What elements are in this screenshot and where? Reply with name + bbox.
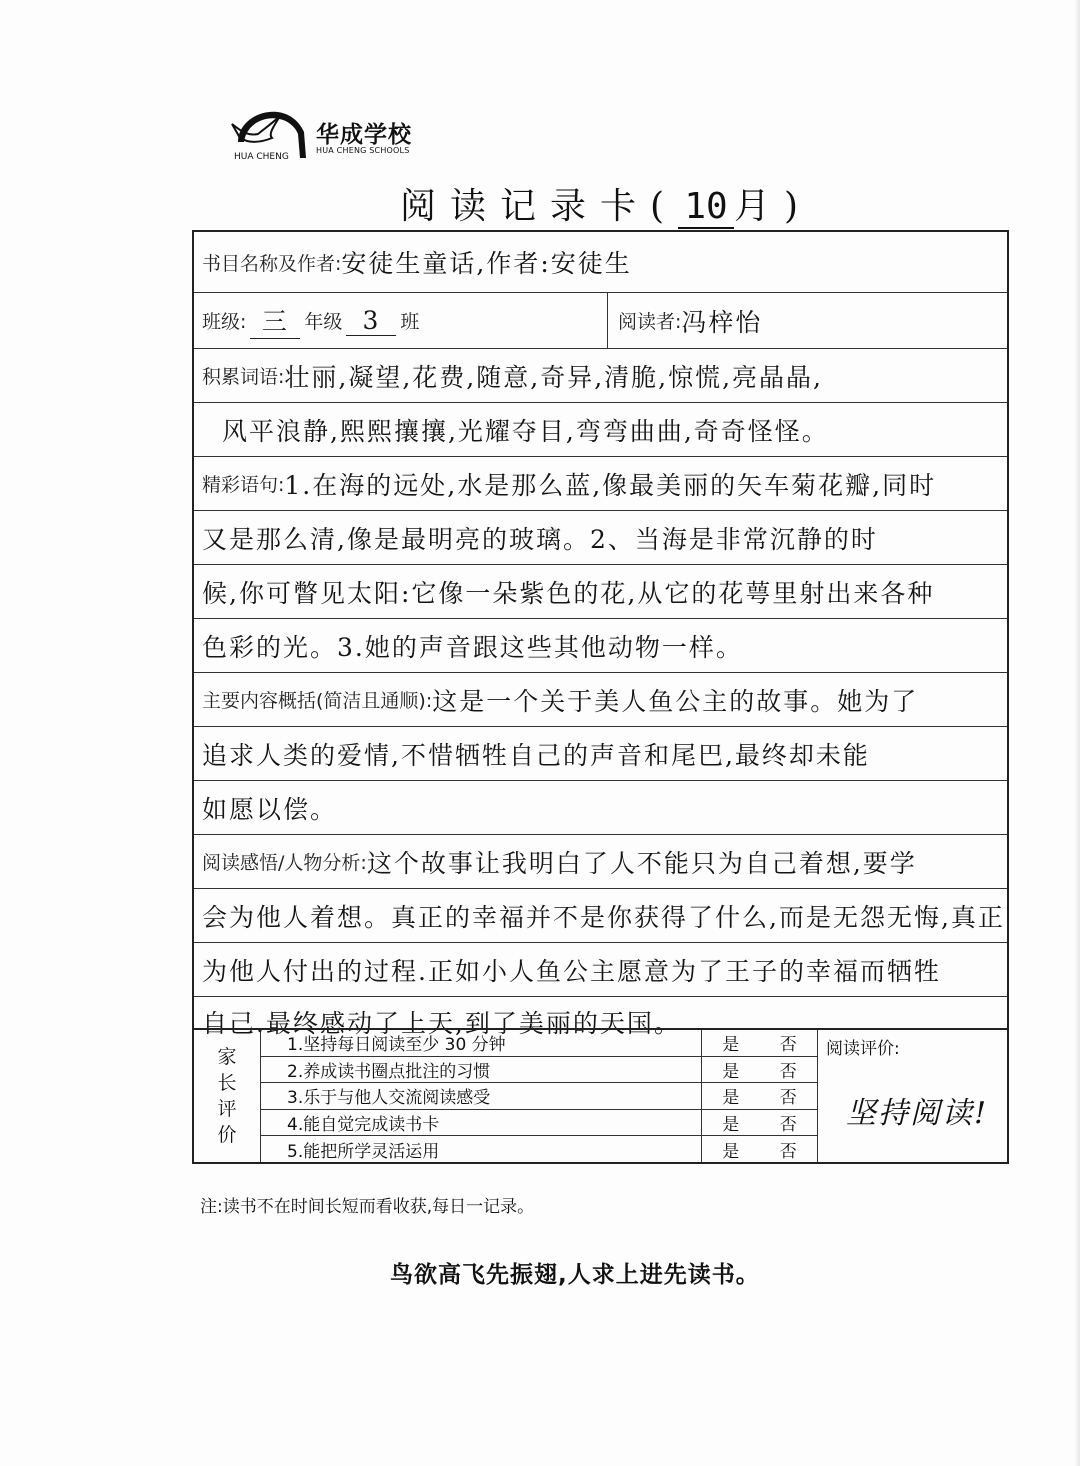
- no-option[interactable]: 否: [779, 1061, 797, 1082]
- reflection-label: 阅读感悟/人物分析:: [202, 852, 367, 874]
- scan-edge-shadow: [1074, 0, 1080, 1466]
- reading-evaluation-value: 坚持阅读!: [846, 1096, 989, 1131]
- no-option[interactable]: 否: [779, 1088, 797, 1109]
- reader-cell: [608, 293, 1007, 348]
- vocabulary-line: [194, 403, 1007, 456]
- reader-label: 阅读者:: [618, 311, 682, 333]
- reflection-text: 会为他人着想。真正的幸福并不是你获得了什么,而是无怨无悔,真正: [202, 902, 1005, 932]
- reflection-section: [194, 835, 1007, 1047]
- sentences-text: 又是那么清,像是最明亮的玻璃。2、当海是非常沉静的时: [202, 524, 878, 554]
- yes-option[interactable]: 是: [722, 1141, 740, 1162]
- title-month: 10: [678, 186, 734, 229]
- class-row: [194, 293, 1007, 349]
- header-char: 家: [217, 1046, 237, 1068]
- yes-option[interactable]: 是: [722, 1115, 740, 1136]
- yes-no-row: [702, 1057, 817, 1084]
- eval-item: 2.养成读书圈点批注的习惯: [261, 1057, 701, 1084]
- sentences-text: 候,你可瞥见太阳:它像一朵紫色的花,从它的花萼里射出来各种: [202, 578, 935, 608]
- summary-label: 主要内容概括(简洁且通顺):: [202, 690, 433, 712]
- eval-item: 4.能自觉完成读书卡: [261, 1110, 701, 1137]
- yes-no-column: [702, 1030, 818, 1162]
- motto: 鸟欲高飞先振翅,人求上进先读书。: [390, 1262, 760, 1288]
- reader-name: 冯梓怡: [681, 307, 763, 337]
- yes-option[interactable]: 是: [722, 1088, 740, 1109]
- eval-item: 3.乐于与他人交流阅读感受: [261, 1083, 701, 1110]
- page-title: [400, 178, 812, 229]
- reading-evaluation-cell: [818, 1030, 1007, 1162]
- reflection-text: 这个故事让我明白了人不能只为自己着想,要学: [366, 848, 917, 878]
- header-char: 评: [217, 1098, 237, 1120]
- title-prefix: 阅读记录卡(: [400, 186, 679, 227]
- yes-no-row: [702, 1110, 817, 1137]
- reading-evaluation-label: 阅读评价:: [826, 1039, 900, 1059]
- vocabulary-line: [194, 349, 1007, 403]
- summary-text: 这是一个关于美人鱼公主的故事。她为了: [432, 686, 919, 716]
- sentences-label: 精彩语句:: [202, 474, 285, 496]
- no-option[interactable]: 否: [779, 1035, 797, 1056]
- reflection-text: 自己.最终感动了上天,到了美丽的天国。: [202, 1009, 681, 1038]
- grade-value: 三: [250, 302, 300, 339]
- eval-item: 5.能把所学灵活运用: [287, 1141, 440, 1162]
- class-suffix-label: 班: [400, 311, 420, 333]
- summary-text: 如愿以偿。: [202, 794, 338, 824]
- vocabulary-label: 积累词语:: [202, 366, 285, 388]
- book-label: 书目名称及作者:: [202, 252, 342, 275]
- class-number: 3: [346, 306, 396, 336]
- yes-no-row: [702, 1083, 817, 1110]
- logo-text: HUA CHENG: [234, 152, 289, 162]
- sentences-section: [194, 457, 1007, 673]
- summary-line: [194, 781, 1007, 834]
- footnote: 注:读书不在时间长短而看收获,每日一记录。: [200, 1197, 535, 1217]
- sentences-text: 色彩的光。3.她的声音跟这些其他动物一样。: [202, 632, 743, 662]
- sentences-line: [194, 511, 1007, 565]
- eval-item: 1.坚持每日阅读至少 30 分钟: [261, 1030, 701, 1057]
- vocabulary-text: 壮丽,凝望,花费,随意,奇异,清脆,惊慌,亮晶晶,: [284, 362, 823, 392]
- school-name-en: HUA CHENG SCHOOLS: [316, 146, 410, 155]
- class-cell: [194, 293, 608, 348]
- parent-eval-items: [261, 1030, 702, 1162]
- header-char: 长: [217, 1072, 237, 1094]
- yes-no-row: [702, 1136, 817, 1162]
- reflection-line: [194, 943, 1007, 997]
- summary-section: [194, 673, 1007, 835]
- no-option[interactable]: 否: [779, 1115, 797, 1136]
- parent-eval-header: [194, 1030, 261, 1162]
- parent-evaluation-table: [192, 1028, 1009, 1164]
- summary-line: [194, 727, 1007, 781]
- class-label: 班级:: [202, 311, 247, 333]
- sentences-line: [194, 457, 1007, 511]
- yes-option[interactable]: 是: [722, 1035, 740, 1056]
- reflection-text: 为他人付出的过程.正如小人鱼公主愿意为了王子的幸福而牺牲: [202, 956, 941, 986]
- book-row: [194, 232, 1007, 293]
- school-name-cn: 华成学校: [316, 122, 412, 148]
- reading-record-table: [192, 230, 1009, 1047]
- reflection-line: [194, 835, 1007, 889]
- book-value: 安徒生童话,作者:安徒生: [341, 249, 632, 278]
- sentences-line: [194, 619, 1007, 672]
- sentences-text: 1.在海的远处,水是那么蓝,像最美丽的矢车菊花瓣,同时: [284, 470, 937, 500]
- summary-line: [194, 673, 1007, 727]
- vocabulary-section: [194, 349, 1007, 457]
- vocabulary-text: 风平浪静,熙熙攘攘,光耀夺目,弯弯曲曲,奇奇怪怪。: [222, 416, 829, 446]
- summary-text: 追求人类的爱情,不惜牺牲自己的声音和尾巴,最终却未能: [202, 740, 870, 770]
- grade-label: 年级: [304, 311, 343, 333]
- sentences-line: [194, 565, 1007, 619]
- no-option[interactable]: 否: [779, 1141, 797, 1162]
- title-suffix: 月): [734, 186, 813, 227]
- yes-option[interactable]: 是: [722, 1061, 740, 1082]
- yes-no-row: [702, 1030, 817, 1057]
- header-char: 价: [217, 1124, 237, 1146]
- reflection-line: [194, 889, 1007, 943]
- school-logo: [228, 102, 418, 164]
